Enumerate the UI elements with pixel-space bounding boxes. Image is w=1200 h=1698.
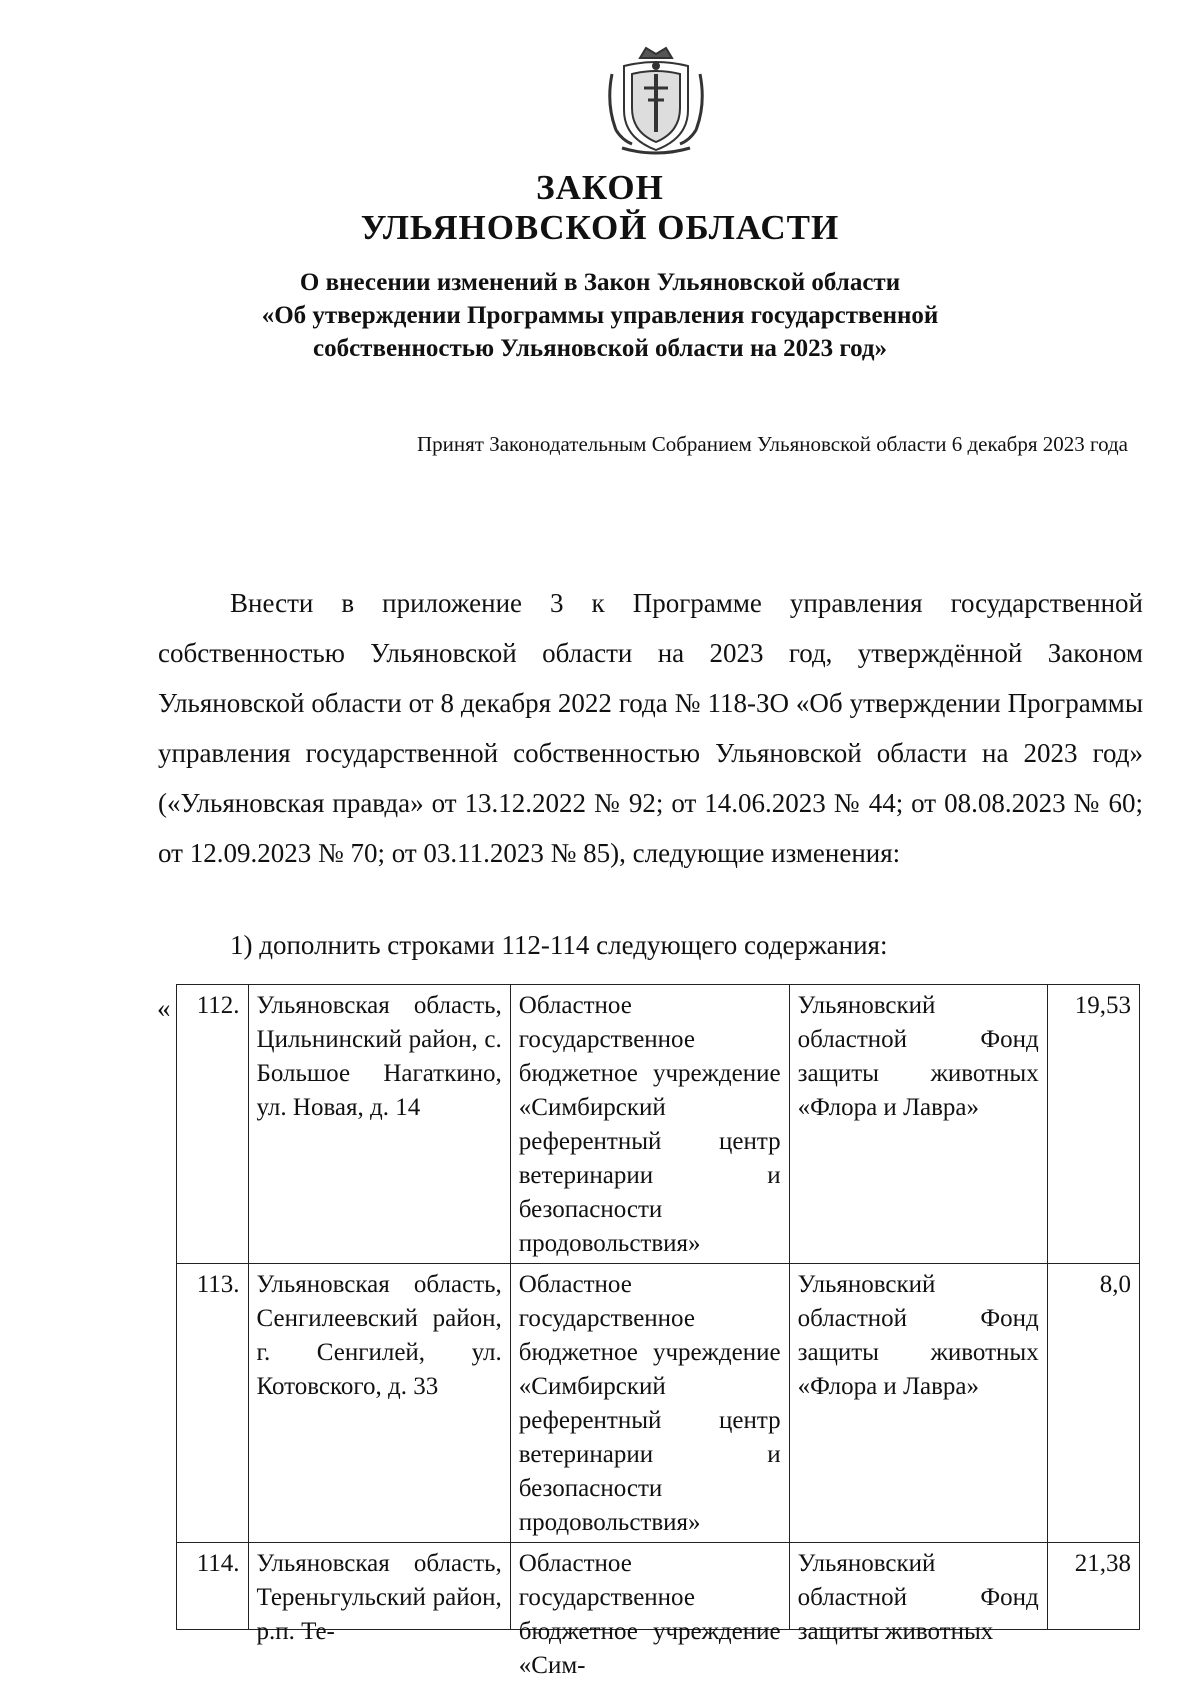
- row-area-text: 21,38: [1074, 1550, 1131, 1577]
- amendment-item: 1) дополнить строками 112-114 следующего содержания:: [230, 930, 888, 960]
- table-row: [177, 985, 1140, 1264]
- row-address: Ульяновская область, Цильнинский район, с. Большое Нагаткино, ул. Новая, д. 14: [248, 985, 510, 1264]
- row-number: [177, 1543, 249, 1630]
- row-holder: Областное государственное бюджетное учреждение «Симбирский референтный центр ветеринарии и безопасности продовольствия»: [510, 1264, 789, 1543]
- row-user: Ульяновский областной Фонд защиты животных «Флора и Лавра»: [789, 1264, 1047, 1543]
- row-number: 112.: [177, 985, 249, 1264]
- coat-of-arms-icon: [602, 44, 710, 156]
- row-user: [789, 1543, 1047, 1645]
- row-address: [248, 1543, 510, 1645]
- row-number-text: 114.: [196, 1550, 240, 1577]
- adoption-note: Принят Законодательным Собранием Ульяновской области 6 декабря 2023 года: [416, 432, 1128, 456]
- row-user-text: Ульяновский областной Фонд защиты животных: [797, 1550, 1039, 1645]
- row-area: 19,53: [1047, 985, 1139, 1264]
- row-address: Ульяновская область, Сенгилеевский район, г. Сенгилей, ул. Котовского, д. 33: [248, 1264, 510, 1543]
- subtitle-line: собственностью Ульяновской области на 2023 год»: [312, 335, 888, 362]
- law-title: ЗАКОН: [536, 168, 664, 207]
- law-subtitle: [0, 266, 1200, 365]
- row-area: [1047, 1543, 1139, 1630]
- row-user: Ульяновский областной Фонд защиты животных «Флора и Лавра»: [789, 985, 1047, 1264]
- subtitle-line: О внесении изменений в Закон Ульяновской области: [299, 269, 901, 296]
- row-holder: Областное государственное бюджетное учреждение «Симбирский референтный центр ветеринарии и безопасности продовольствия»: [510, 985, 789, 1264]
- main-paragraph: Внести в приложение 3 к Программе управления государственной собственностью Ульяновской области на 2023 год, утверждённой Законом Ульяновской области от 8 декабря 2022 года № 118-ЗО «Об утверждении Программы управления государственной собственностью Ульяновской области на 2023 год» («Ульяновская правда» от 13.12.2022 № 92; от 14.06.2023 № 44; от 08.08.2023 № 60; от 12.09.2023 № 70; от 03.11.2023 № 85), следующие изменения:: [158, 588, 1143, 868]
- row-holder-text: Областное государственное бюджетное учреждение «Сим-: [518, 1550, 781, 1679]
- table-row: [177, 1543, 1140, 1630]
- opening-quote: «: [157, 993, 171, 1023]
- row-area: 8,0: [1047, 1264, 1139, 1543]
- subtitle-line: «Об утверждении Программы управления государственной: [261, 302, 939, 329]
- row-number: 113.: [177, 1264, 249, 1543]
- row-holder: [510, 1543, 789, 1679]
- row-address-text: Ульяновская область, Тереньгульский район, р.п. Те-: [256, 1550, 502, 1645]
- law-region-title: УЛЬЯНОВСКОЙ ОБЛАСТИ: [360, 208, 840, 247]
- table-row: [177, 1264, 1140, 1543]
- amendment-table: [176, 984, 1140, 1679]
